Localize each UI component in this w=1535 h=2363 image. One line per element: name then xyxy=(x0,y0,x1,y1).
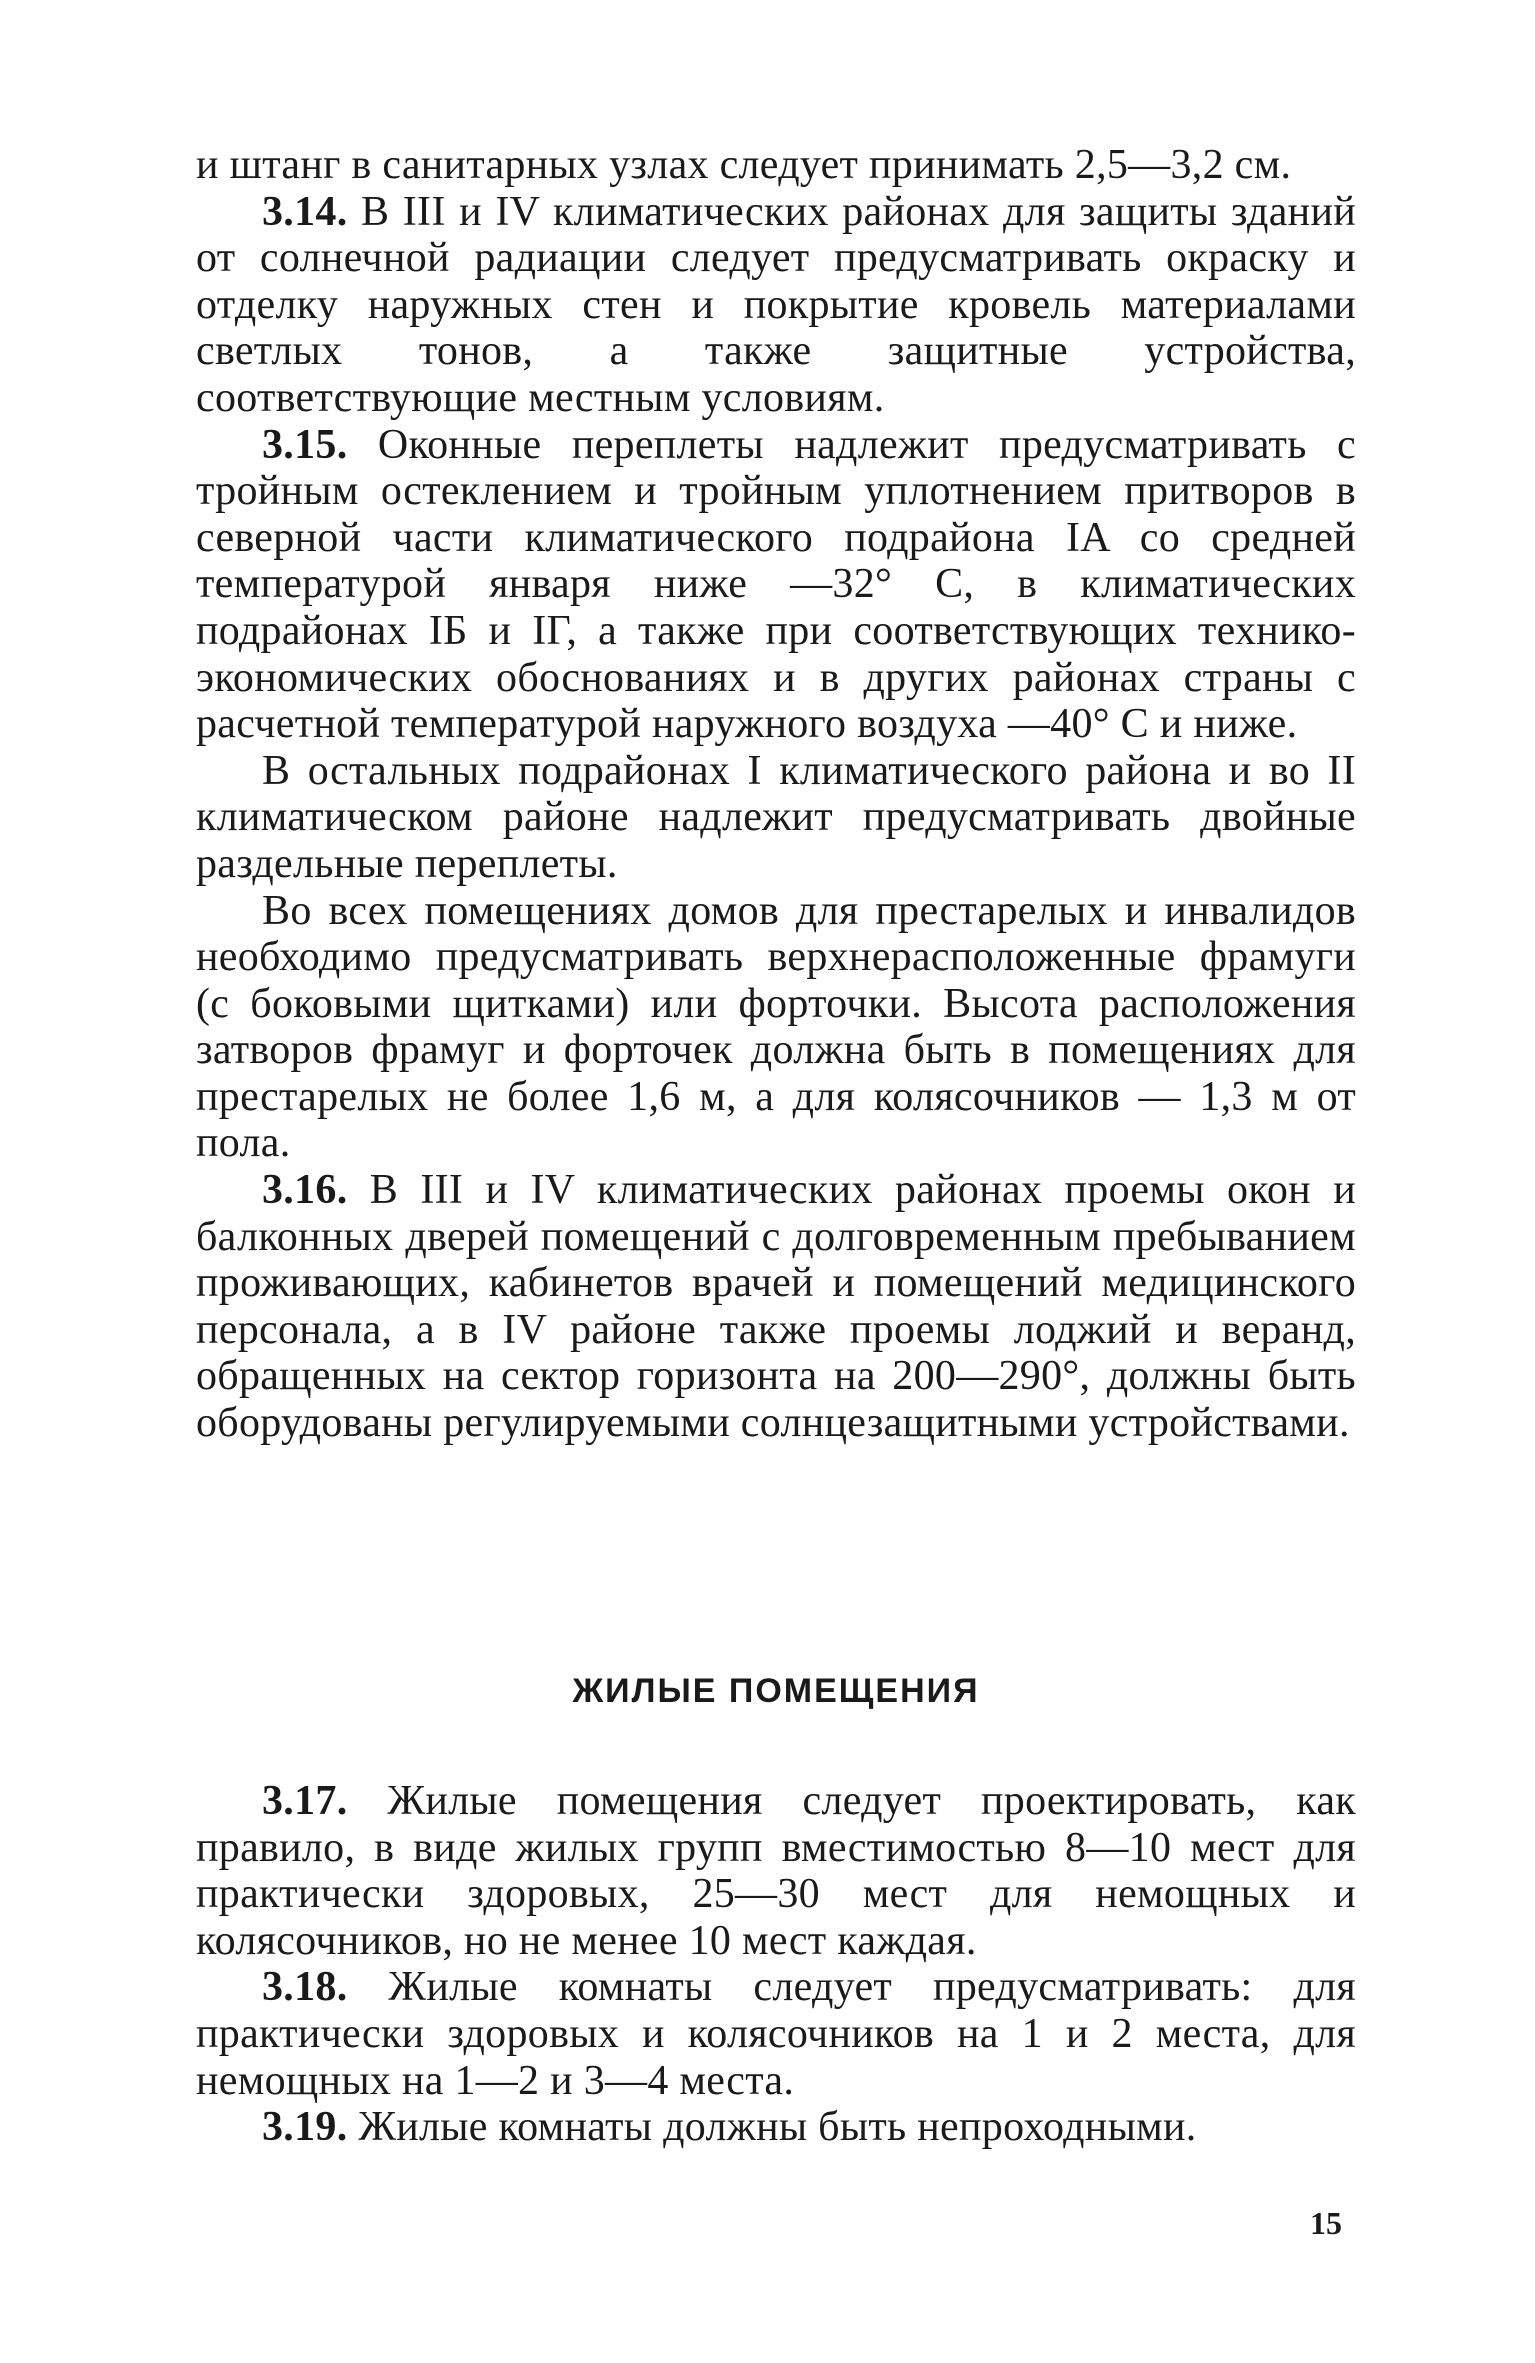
body-text-top xyxy=(196,142,1356,1447)
paragraph-3-19 xyxy=(196,2104,1356,2151)
paragraph-text: и штанг в санитарных узлах следует принимать 2,5—3,2 см. xyxy=(196,142,1292,188)
paragraph-number: 3.16. xyxy=(262,1167,370,1214)
paragraph-text: В III и IV климатических районах проемы окон и балконных дверей помещений с долговременным пребыванием проживающих, кабинетов врачей и помещений медицинского персонала, а в IV районе также проемы лоджий и веранд, обращенных на сектор горизонта на 200—290°, должны быть оборудованы регулируемыми солнцезащитными устройствами. xyxy=(196,1167,1356,1447)
paragraph-text: Во всех помещениях домов для престарелых и инвалидов необходимо предусматривать верхнерасположенные фрамуги (с боковыми щитками) или форточки. Высота расположения затворов фрамуг и форточек должна быть в помещениях для престарелых не более 1,6 м, а для колясочников — 1,3 м от пола. xyxy=(196,887,1356,1167)
paragraph-number: 3.14. xyxy=(262,188,361,235)
paragraph-3-15-b xyxy=(196,748,1356,888)
paragraph-text: Жилые комнаты должны быть непроходными. xyxy=(358,2104,1197,2151)
paragraph-3-15-c xyxy=(196,888,1356,1168)
paragraph-3-14 xyxy=(196,189,1356,422)
paragraph-number: 3.17. xyxy=(262,1778,388,1824)
paragraph-text: Жилые помещения следует проектировать, как правило, в виде жилых групп вместимостью 8—10 мест для практически здоровых, 25—30 мест для немощных и колясочников, но не менее 10 мест каждая. xyxy=(196,1778,1356,1964)
paragraph-3-17 xyxy=(196,1778,1356,1964)
paragraph-3-16 xyxy=(196,1167,1356,1447)
paragraph-text: Оконные переплеты надлежит предусматривать с тройным остеклением и тройным уплотнением притворов в северной части климатического подрайона IA со средней температурой января ниже —32° C, в климатических подрайонах IБ и IГ, а также при соответствующих технико-экономических обоснованиях и в других районах страны с расчетной температурой наружного воздуха —40° C и ниже. xyxy=(196,421,1356,748)
paragraph-text: Жилые комнаты следует предусматривать: для практически здоровых и колясочников на 1 и 2 места, для немощных на 1—2 и 3—4 места. xyxy=(196,1964,1356,2104)
paragraph-number: 3.18. xyxy=(262,1964,389,2011)
paragraph-number: 3.15. xyxy=(262,421,378,468)
page-number: 15 xyxy=(1310,2205,1342,2241)
paragraph-3-15 xyxy=(196,422,1356,748)
paragraph-text: В III и IV климатических районах для защиты зданий от солнечной радиации следует предусматривать окраску и отделку наружных стен и покрытие кровель материалами светлых тонов, а также защитные устройства, соответствующие местным условиям. xyxy=(196,188,1356,421)
body-text-bottom xyxy=(196,1778,1356,2151)
paragraph-text: В остальных подрайонах I климатического района и во II климатическом районе надлежит предусматривать двойные раздельные переплеты. xyxy=(196,747,1356,887)
paragraph-3-18 xyxy=(196,1964,1356,2104)
section-heading: ЖИЛЫЕ ПОМЕЩЕНИЯ xyxy=(572,1672,980,1710)
paragraph-number: 3.19. xyxy=(262,2104,359,2151)
paragraph-continuation xyxy=(196,142,1356,189)
